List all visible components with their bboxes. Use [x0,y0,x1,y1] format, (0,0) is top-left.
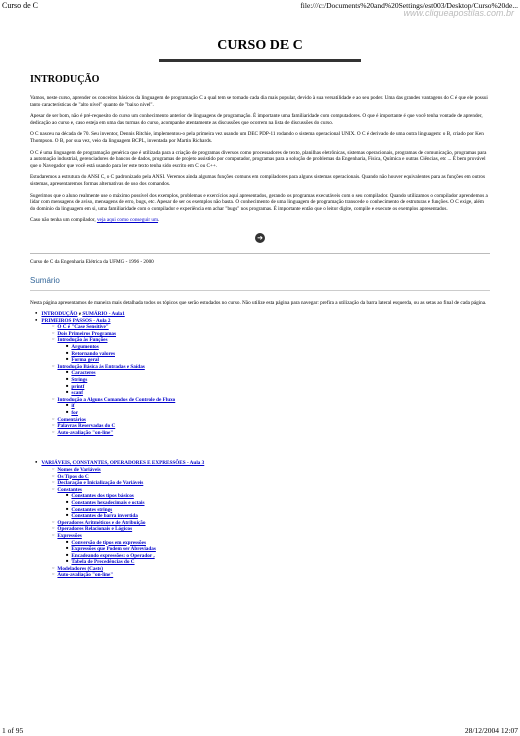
subtopic-link[interactable]: Conversão de tipos em expressões [71,539,146,546]
subtopic-item [66,351,490,358]
subtopic-link[interactable]: Constantes hexadecimais e octais [71,499,145,506]
aula3-link[interactable]: VARIÁVEIS, CONSTANTES, OPERADORES E EXPRESSÕES - Aula 3 [41,460,205,467]
topic-link[interactable]: Palavras Reservadas do C [57,423,116,430]
subtopic-item [66,403,490,410]
subtopic-link[interactable]: Tabela de Precedências do C [71,559,135,566]
subtopic-link[interactable]: printf [71,383,85,390]
list-item-aula3 [35,460,490,579]
topic-link[interactable]: Constantes [57,486,82,493]
subtopic-link[interactable]: Forma geral [71,357,99,364]
topic-item [52,520,490,527]
aula1-suffix[interactable]: - Aula1 [107,311,125,318]
topic-link[interactable]: Os Tipos do C [57,473,89,480]
url-header: file:///c:/Documents%20and%20Settings/est003/Desktop/Curso%20de... [300,1,518,10]
compiler-prefix: Caso não tenha um compilador, [30,217,97,224]
topic-item [52,417,490,424]
subtopic-link[interactable]: if [71,403,75,410]
subtopic-list [52,493,490,519]
course-credit: Curso de C da Engenharia Elétrica da UFMG - 1996 - 2000 [30,258,154,265]
topic-item [52,572,490,579]
subtopic-item [66,553,490,560]
paragraph: O C é uma linguagem de programação genérica que é utilizada para a criação de programas diversos como processadores de texto, planilhas eletrônicas, sistemas operacionais, programas de comunicação, programas para a automação industrial, gerenciadores de bancos de dados, programas de projeto assistido por computador, programas para a solução de problemas da Engenharia, Física, Química e outras Ciências, etc ... É bem provável que o Navegador que você está usando para ler este texto tenha sido escrito em C ou C++. [30,149,487,169]
subtopic-item [66,370,490,377]
subtopic-link[interactable]: for [71,410,79,416]
subtopic-link[interactable]: Encadeando expressões: o Operador , [71,552,155,559]
summary-heading: Sumário [30,275,60,285]
section-divider [30,253,490,254]
topic-item [52,467,490,474]
paragraph: O C nasceu na década de 70. Seu inventor, Dennis Ritchie, implementou-o pela primeira vez usando um DEC PDP-11 rodando o sistema operacional UNIX. O C é derivado de uma outra linguagem: o B, criado por Ken Thompson. O B, por sua vez, veio da linguagem BCPL, inventada por Martin Richards. [30,131,484,144]
document-body [30,38,490,579]
subtopic-link[interactable]: Expressões que Podem ser Abreviadas [71,546,156,553]
paragraph: Apesar de ser bom, não é pré-requesito do curso um conhecimento anterior de linguagens de programação. É importante uma familiaridade com computadores. O que é importante é que você tenha vontade de aprender, dedicação ao curso e, caso esteja em uma das turmas do curso, acompanhe atentamente as discussões que ocorrem na lista de discussões do curso. [30,113,483,126]
subtopic-item [66,384,490,391]
list-item-aula1 [35,311,490,318]
subtopic-item [66,377,490,384]
subtopic-item [66,513,490,520]
subtopic-link[interactable]: Constantes dos tipos básicos [71,493,134,500]
subtopic-item [66,546,490,553]
browser-footer [0,724,520,736]
topic-link[interactable]: Introdução Básica às Entradas e Saídas [57,363,145,370]
subtopic-link[interactable]: Constantes de barra invertida [71,513,138,520]
topic-link[interactable]: Expressões [57,532,82,539]
subtopic-item [66,540,490,547]
topic-item [52,364,490,397]
topic-item [52,480,490,487]
subtopic-item [66,410,490,417]
topic-item [52,324,490,331]
subtopic-link[interactable]: Strings [71,377,88,384]
primeiros-passos-link[interactable]: PRIMEIROS PASSOS - Aula 2 [41,317,111,324]
subtopic-link[interactable]: Constantes strings [71,506,113,513]
compiler-paragraph [30,217,490,224]
subtopic-list [52,540,490,566]
sumario-link[interactable]: SUMÁRIO [82,311,108,318]
subtopic-item [66,493,490,500]
summary-divider [30,290,490,291]
topic-item [52,430,490,437]
intro-heading: INTRODUÇÃO [30,74,100,85]
arrow-right-icon[interactable]: ➜ [255,233,265,243]
aula3-topics [35,467,490,579]
compiler-suffix: . [158,217,160,224]
topic-item [52,423,490,430]
subtopic-link[interactable]: Argumentos [71,344,99,351]
page-count: 1 of 95 [2,726,24,735]
topic-item [52,487,490,520]
topic-item [52,533,490,566]
list-item-aula2 [35,318,490,437]
topic-link[interactable]: Introdução a Alguns Comandos de Controle de Fluxo [57,396,176,403]
summary-list-aula1 [30,311,490,436]
subtopic-link[interactable]: Retornando valores [71,350,115,357]
compiler-link[interactable]: veja aqui como conseguir um [96,217,159,224]
subtopic-item [66,559,490,566]
next-page-nav[interactable] [30,233,490,243]
topic-item [52,397,490,417]
subtopic-link[interactable]: scanf [71,390,83,397]
separator-text: e [77,311,83,318]
summary-list-aula3 [30,460,490,579]
subtopic-item [66,500,490,507]
paragraph: Estudaremos a estrutura do ANSI C, o C padronizado pela ANSI. Veremos ainda algumas funções comuns em compiladores para alguns sistemas operacionais. Quando não houver equivalentes para as funções em outros sistemas, apresentaremos formas alternativas de uso dos comandos. [30,174,485,187]
subtopic-item [66,507,490,514]
topic-link[interactable]: Operadores Relacionais e Lógicos [57,526,133,533]
subtopic-link[interactable]: Caracteres [71,370,96,377]
topic-link[interactable]: Introdução às Funções [57,337,108,344]
topic-item [52,474,490,481]
subtopic-list [52,370,490,396]
topic-item [52,566,490,573]
summary-intro: Nesta página apresentamos de maneira mais detalhada todos os tópicos que serão estudados no curso. Não utilize esta página para navegar: prefira a utilização da barra lateral esquerda, ou as setas ao final de cada página. [30,299,487,306]
topic-item [52,526,490,533]
subtopic-list [52,403,490,416]
subtopic-list [52,344,490,364]
topic-item [52,331,490,338]
spacer [30,436,490,460]
subtopic-item [66,344,490,351]
topic-item [52,337,490,363]
topic-link[interactable]: Auto-avaliação "on-line" [57,572,114,579]
print-datetime: 28/12/2004 12:07 [464,726,518,735]
topic-link[interactable]: Modeladores (Casts) [57,565,103,572]
topic-link[interactable]: Operadores Aritméticos e de Atribuição [57,519,146,526]
page-title-header: Curso de C [2,1,38,10]
paragraph: Vamos, neste curso, aprender os conceitos básicos da linguagem de programação C a qual tem se tornado cada dia mais popular, devido à sua versatilidade e ao seu poder. Uma das grandes vantagens do C é que ele possui tanto características de "alto nível" quanto de "baixo nível". [30,95,488,108]
subtopic-item [66,390,490,397]
topic-link[interactable]: Declaração e Inicialização de Variáveis [57,480,144,487]
topic-link[interactable]: Comentários [57,416,86,423]
topic-link[interactable]: Auto-avaliação "on-line" [57,429,114,436]
subtopic-item [66,357,490,364]
intro-link[interactable]: INTRODUÇÃO [41,311,78,318]
topic-link[interactable]: Dois Primeiros Programas [57,330,117,337]
topic-link[interactable]: Nomes de Variáveis [57,466,101,473]
document-title: CURSO DE C [217,38,303,53]
watermark: www.cliqueapostilas.com.br [403,8,514,18]
topic-link[interactable]: O C é "Case Sensitive" [57,324,109,331]
aula2-topics [35,324,490,436]
title-divider [159,59,361,62]
paragraph: Sugerimos que o aluno realmente use o máximo possível dos exemplos, problemas e exercícios aqui apresentados, gerando os programas executáveis com o seu compilador. Quando utilizamos o compilador aprendemos a lidar com mensagens de aviso, mensagens de erro, bugs, etc. Apesar de ser os exemplos não basta. O conhecimento de uma linguagem de programação transcede o conhecimento de estruturas e funções. O C exige, além do domínio da linguagem em si, uma familiaridade com o compilador e experiência em achar "bugs" nos programas. É importante então que o leitor digite, compile e execute os exemplos apresentados. [30,192,488,212]
